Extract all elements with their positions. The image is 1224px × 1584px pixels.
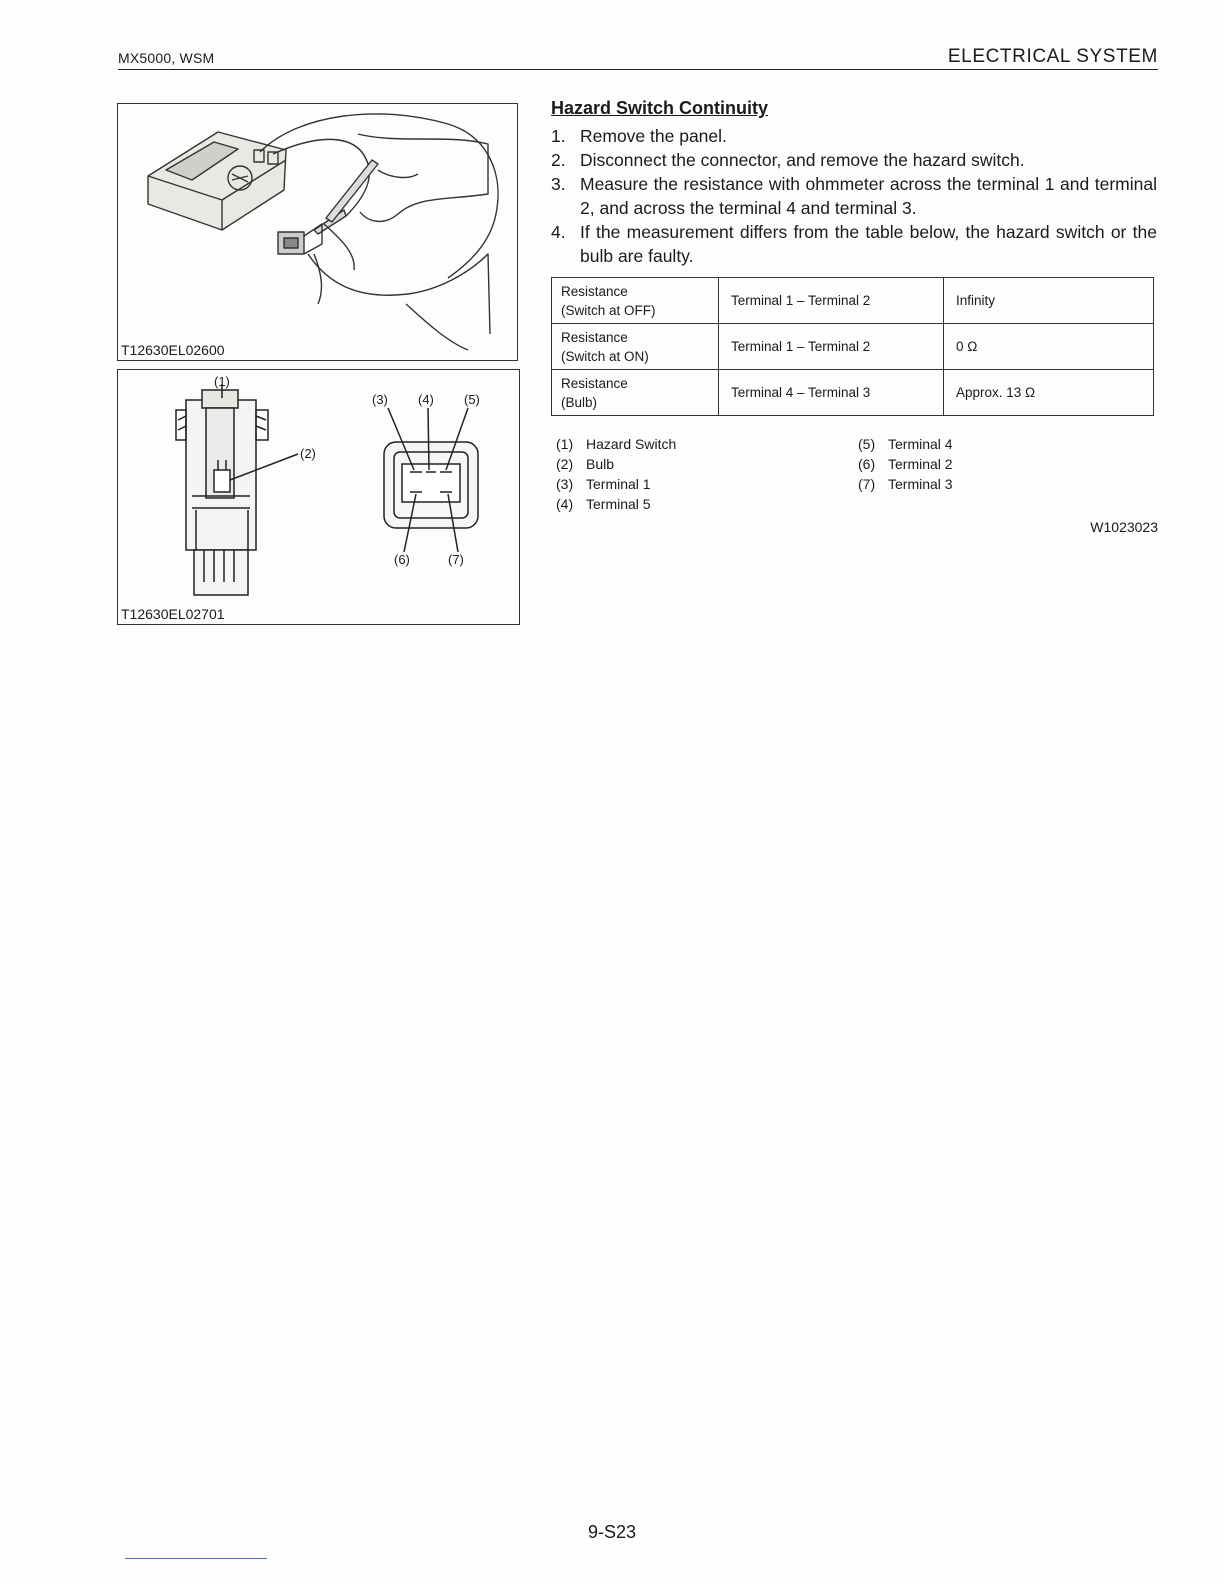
legend-item: (4) Terminal 5 xyxy=(556,496,651,512)
switch-diagram xyxy=(118,370,519,624)
legend-item: (6) Terminal 2 xyxy=(858,456,953,472)
table-cell-value: Infinity xyxy=(944,278,1154,324)
table-cell-terminals: Terminal 1 – Terminal 2 xyxy=(719,324,944,370)
table-cell-condition: Resistance (Switch at ON) xyxy=(552,324,719,370)
callout-5: (5) xyxy=(464,392,480,407)
page-number: 9-S23 xyxy=(587,1522,637,1542)
figure-code: T12630EL02600 xyxy=(121,342,225,358)
step-text: Measure the resistance with ohmmeter across the terminal 1 and terminal 2, and across the terminal 4 and terminal 3. xyxy=(580,174,1157,218)
step-item xyxy=(551,148,1157,172)
step-item xyxy=(551,220,1157,268)
step-number: 4. xyxy=(551,222,566,242)
table-row xyxy=(552,278,1154,324)
footer-link-line xyxy=(125,1558,267,1559)
callout-1: (1) xyxy=(214,374,230,389)
table-cell-value: 0 Ω xyxy=(944,324,1154,370)
header-rule xyxy=(118,69,1158,70)
step-text: Disconnect the connector, and remove the hazard switch. xyxy=(580,150,1025,170)
figure-switch-terminals xyxy=(117,369,520,625)
table-cell-terminals: Terminal 1 – Terminal 2 xyxy=(719,278,944,324)
ohmmeter-illustration xyxy=(118,104,517,360)
procedure-steps xyxy=(551,124,1157,268)
callout-3: (3) xyxy=(372,392,388,407)
legend-right xyxy=(858,434,953,494)
section-title: Hazard Switch Continuity xyxy=(551,98,769,118)
legend-item: (2) Bulb xyxy=(556,456,615,472)
table-cell-value: Approx. 13 Ω xyxy=(944,370,1154,416)
legend-left xyxy=(556,434,676,514)
step-number: 2. xyxy=(551,150,566,170)
legend-item: (1) Hazard Switch xyxy=(556,436,677,452)
legend-item: (5) Terminal 4 xyxy=(858,436,953,452)
table-cell-terminals: Terminal 4 – Terminal 3 xyxy=(719,370,944,416)
callout-4: (4) xyxy=(418,392,434,407)
step-text: Remove the panel. xyxy=(580,126,727,146)
step-item xyxy=(551,124,1157,148)
step-number: 1. xyxy=(551,126,566,146)
step-text: If the measurement differs from the table below, the hazard switch or the bulb are faulty. xyxy=(580,222,1157,266)
resistance-table xyxy=(551,277,1154,416)
header-section-title: ELECTRICAL SYSTEM xyxy=(947,46,1158,67)
legend-item: (3) Terminal 1 xyxy=(556,476,651,492)
figure-ohmmeter-measurement xyxy=(117,103,518,361)
figure-code: T12630EL02701 xyxy=(121,606,225,622)
step-number: 3. xyxy=(551,174,566,194)
table-cell-condition: Resistance (Bulb) xyxy=(552,370,719,416)
table-row xyxy=(552,324,1154,370)
document-id: W1023023 xyxy=(1090,519,1158,535)
callout-7: (7) xyxy=(448,552,464,567)
table-cell-condition: Resistance (Switch at OFF) xyxy=(552,278,719,324)
callout-2: (2) xyxy=(300,446,316,461)
legend-item: (7) Terminal 3 xyxy=(858,476,953,492)
header-manual-title: MX5000, WSM xyxy=(118,50,215,66)
callout-6: (6) xyxy=(394,552,410,567)
table-row xyxy=(552,370,1154,416)
step-item xyxy=(551,172,1157,220)
